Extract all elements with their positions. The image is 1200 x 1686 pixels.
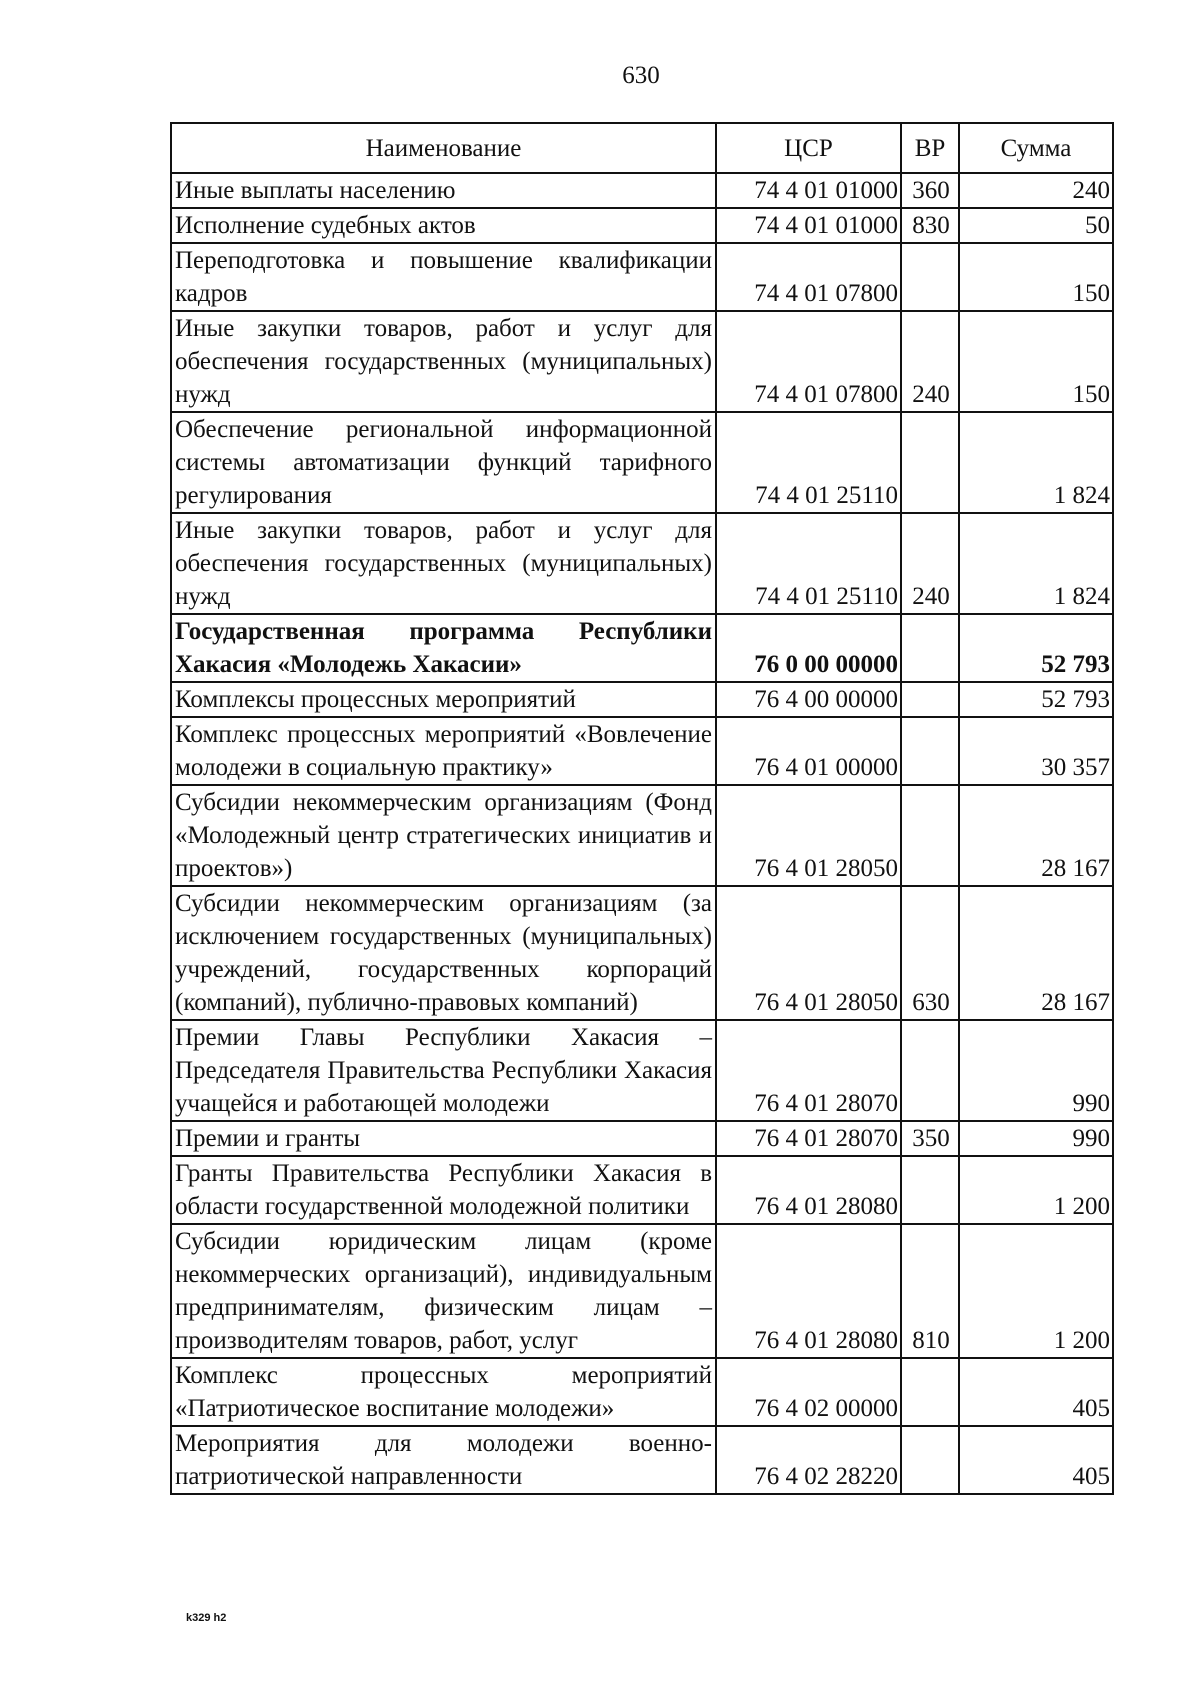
table-row (171, 785, 1113, 886)
table-body (171, 173, 1113, 1494)
sum-cell: 150 (959, 311, 1113, 412)
table-row (171, 311, 1113, 412)
header-row (171, 123, 1113, 173)
csr-cell: 74 4 01 01000 (716, 173, 901, 208)
header-vr: ВР (901, 123, 959, 173)
budget-table (170, 122, 1114, 1495)
table-row (171, 412, 1113, 513)
csr-cell: 74 4 01 25110 (716, 412, 901, 513)
sum-cell: 28 167 (959, 886, 1113, 1020)
name-cell: Исполнение судебных актов (171, 208, 716, 243)
vr-cell (901, 682, 959, 717)
table-row (171, 1426, 1113, 1494)
csr-cell: 74 4 01 01000 (716, 208, 901, 243)
sum-cell: 1 824 (959, 513, 1113, 614)
csr-cell: 76 4 01 28080 (716, 1224, 901, 1358)
header-sum: Сумма (959, 123, 1113, 173)
table-row (171, 1121, 1113, 1156)
name-cell: Гранты Правительства Республики Хакасия в области государственной молодежной политики (171, 1156, 716, 1224)
sum-cell: 150 (959, 243, 1113, 311)
table-row (171, 1156, 1113, 1224)
sum-cell: 1 824 (959, 412, 1113, 513)
csr-cell: 76 0 00 00000 (716, 614, 901, 682)
name-cell: Мероприятия для молодежи военно-патриотической направленности (171, 1426, 716, 1494)
page-number: 630 (622, 62, 660, 89)
sum-cell: 28 167 (959, 785, 1113, 886)
name-cell: Премии и гранты (171, 1121, 716, 1156)
csr-cell: 76 4 00 00000 (716, 682, 901, 717)
csr-cell: 76 4 01 00000 (716, 717, 901, 785)
name-cell: Субсидии некоммерческим организациям (за исключением государственных (муниципальных) учреждений, государственных корпораций (компаний), публично-правовых компаний) (171, 886, 716, 1020)
vr-cell: 350 (901, 1121, 959, 1156)
table-row (171, 243, 1113, 311)
name-cell: Иные закупки товаров, работ и услуг для обеспечения государственных (муниципальных) нужд (171, 311, 716, 412)
name-cell: Государственная программа Республики Хакасия «Молодежь Хакасии» (171, 614, 716, 682)
table-row (171, 173, 1113, 208)
name-cell: Субсидии юридическим лицам (кроме некоммерческих организаций), индивидуальным предпринимателям, физическим лицам – производителям товаров, работ, услуг (171, 1224, 716, 1358)
sum-cell: 405 (959, 1358, 1113, 1426)
sum-cell: 50 (959, 208, 1113, 243)
name-cell: Комплекс процессных мероприятий «Вовлечение молодежи в социальную практику» (171, 717, 716, 785)
csr-cell: 74 4 01 25110 (716, 513, 901, 614)
csr-cell: 76 4 02 00000 (716, 1358, 901, 1426)
vr-cell (901, 1020, 959, 1121)
vr-cell: 830 (901, 208, 959, 243)
table-row (171, 208, 1113, 243)
table-row (171, 1224, 1113, 1358)
table-row (171, 513, 1113, 614)
vr-cell: 240 (901, 513, 959, 614)
vr-cell (901, 785, 959, 886)
sum-cell: 990 (959, 1020, 1113, 1121)
vr-cell: 360 (901, 173, 959, 208)
name-cell: Субсидии некоммерческим организациям (Фонд «Молодежный центр стратегических инициатив и проектов») (171, 785, 716, 886)
csr-cell: 76 4 01 28050 (716, 886, 901, 1020)
table-row (171, 1358, 1113, 1426)
csr-cell: 74 4 01 07800 (716, 311, 901, 412)
vr-cell: 630 (901, 886, 959, 1020)
vr-cell (901, 614, 959, 682)
table-row (171, 1020, 1113, 1121)
sum-cell: 405 (959, 1426, 1113, 1494)
sum-cell: 1 200 (959, 1224, 1113, 1358)
vr-cell (901, 1426, 959, 1494)
vr-cell: 810 (901, 1224, 959, 1358)
vr-cell (901, 717, 959, 785)
vr-cell (901, 243, 959, 311)
name-cell: Иные выплаты населению (171, 173, 716, 208)
sum-cell: 52 793 (959, 682, 1113, 717)
table-header (171, 123, 1113, 173)
csr-cell: 76 4 01 28070 (716, 1121, 901, 1156)
sum-cell: 990 (959, 1121, 1113, 1156)
document-code: k329 h2 (186, 1612, 227, 1624)
vr-cell (901, 1358, 959, 1426)
vr-cell (901, 412, 959, 513)
sum-cell: 52 793 (959, 614, 1113, 682)
name-cell: Обеспечение региональной информационной системы автоматизации функций тарифного регулирования (171, 412, 716, 513)
sum-cell: 240 (959, 173, 1113, 208)
name-cell: Премии Главы Республики Хакасия – Председателя Правительства Республики Хакасия учащейся и работающей молодежи (171, 1020, 716, 1121)
sum-cell: 1 200 (959, 1156, 1113, 1224)
sum-cell: 30 357 (959, 717, 1113, 785)
table-row (171, 886, 1113, 1020)
name-cell: Комплекс процессных мероприятий «Патриотическое воспитание молодежи» (171, 1358, 716, 1426)
name-cell: Переподготовка и повышение квалификации кадров (171, 243, 716, 311)
csr-cell: 76 4 01 28050 (716, 785, 901, 886)
header-csr: ЦСР (716, 123, 901, 173)
vr-cell (901, 1156, 959, 1224)
csr-cell: 76 4 01 28080 (716, 1156, 901, 1224)
name-cell: Комплексы процессных мероприятий (171, 682, 716, 717)
table-row (171, 614, 1113, 682)
csr-cell: 76 4 02 28220 (716, 1426, 901, 1494)
table-row (171, 717, 1113, 785)
csr-cell: 74 4 01 07800 (716, 243, 901, 311)
csr-cell: 76 4 01 28070 (716, 1020, 901, 1121)
vr-cell: 240 (901, 311, 959, 412)
header-name: Наименование (171, 123, 716, 173)
name-cell: Иные закупки товаров, работ и услуг для обеспечения государственных (муниципальных) нужд (171, 513, 716, 614)
table-row (171, 682, 1113, 717)
